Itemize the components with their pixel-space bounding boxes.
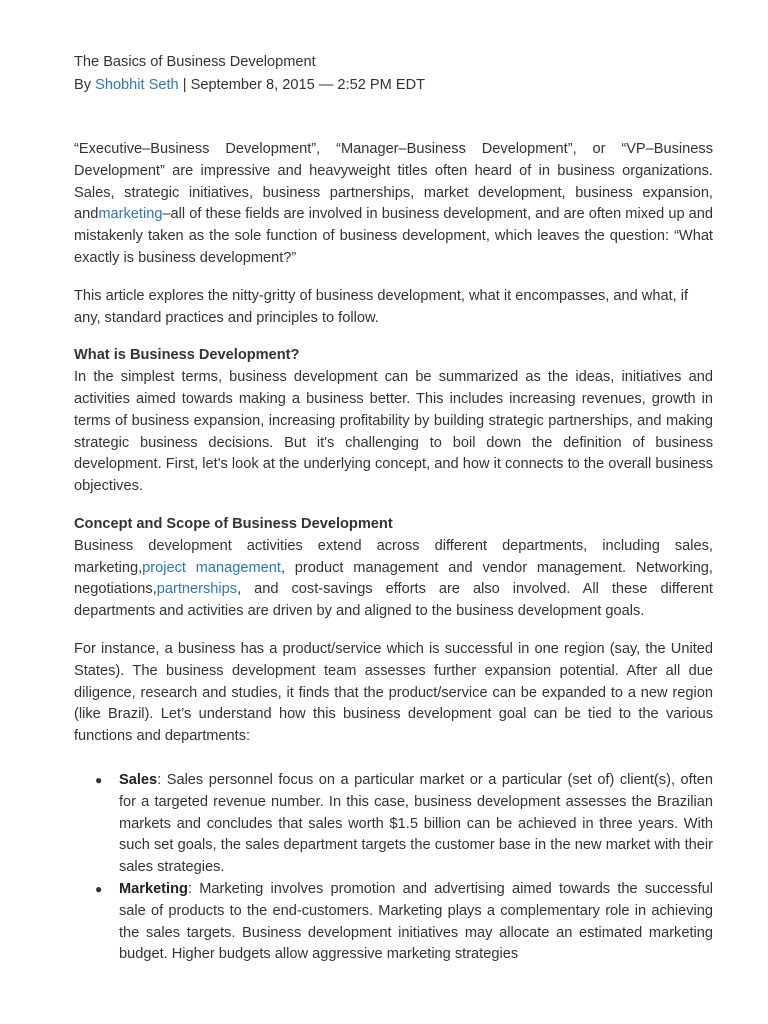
section-what-is-paragraph: In the simplest terms, business development can be summarized as the ideas, initiatives and activities aimed towards making a business better. This includes increasing revenues, growth in terms of business expansion, increasing profitability by building strategic partnerships, and making strategic business decisions. But it's challenging to boil down the definition of business development. First, let's look at the underlying concept, and how it connects to the overall business objectives. bbox=[74, 369, 713, 495]
project-management-link[interactable]: project management bbox=[142, 559, 281, 576]
list-item-text: : Marketing involves promotion and advertising aimed towards the successful sale of products to the end-customers. Marketing plays a complementary role in achieving the sales targets. Business development initiatives may allocate an estimated marketing budget. Higher budgets allow aggressive marketing strategies bbox=[119, 880, 713, 963]
list-item-term: Marketing bbox=[119, 880, 188, 897]
bullet-icon: ● bbox=[95, 772, 103, 787]
list-item-term: Sales bbox=[119, 771, 158, 788]
byline bbox=[74, 75, 425, 95]
byline-prefix: By bbox=[74, 77, 92, 93]
list-item-marketing bbox=[74, 879, 713, 966]
article-body bbox=[74, 139, 713, 966]
article-title: The Basics of Business Development bbox=[74, 54, 316, 70]
list-item-text: : Sales personnel focus on a particular market or a particular (set of) client(s), often for a targeted revenue number. In this case, business development assesses the Brazilian markets and concludes that sales worth $1.5 billion can be achieved in three years. With such set goals, the sales department targets the customer base in the new market with their sales strategies. bbox=[119, 771, 713, 876]
concept-text-3: , and cost-savings efforts are also involved. All these different departments and activities are driven by and aligned to the business development goals. bbox=[74, 581, 713, 620]
intro-text-a: “Executive–Business Development”, “Manager–Business Development”, or “VP–Business Development” are impressive and heavyweight titles often heard of in business organizations. Sales, strategic initiatives, business partnerships, market development, business expansion, and bbox=[74, 141, 713, 223]
publish-date: September 8, 2015 — 2:52 PM EDT bbox=[190, 77, 426, 93]
byline-separator: | bbox=[182, 77, 187, 93]
author-link[interactable]: Shobhit Seth bbox=[95, 77, 179, 93]
section-heading-what-is: What is Business Development? bbox=[74, 347, 300, 364]
example-paragraph: For instance, a business has a product/service which is successful in one region (say, the United States). The business development team assesses further expansion potential. After all due diligence, research and studies, it finds that the product/service can be expanded to a new region (like Brazil). Let’s understand how this business development goal can be tied to the various functions and departments: bbox=[74, 640, 713, 745]
intro-text-b: –all of these fields are involved in business development, and are often mixed up and mistakenly taken as the sole function of business development, which leaves the question: “What exactly is business development?” bbox=[74, 206, 713, 266]
partnerships-link[interactable]: partnerships bbox=[156, 581, 238, 598]
list-item-sales bbox=[74, 770, 713, 879]
department-list bbox=[74, 770, 713, 966]
bullet-icon: ● bbox=[95, 881, 103, 896]
concept-text-1: Business development activities extend across different departments, including sales, marketing, bbox=[74, 537, 713, 576]
concept-text-2: , product management and vendor management. Networking, negotiations, bbox=[74, 559, 713, 598]
section-concept-paragraph bbox=[74, 536, 713, 623]
intro-paragraph bbox=[74, 139, 713, 270]
section-heading-concept-scope: Concept and Scope of Business Development bbox=[74, 515, 393, 532]
article-overview-paragraph: This article explores the nitty-gritty of business development, what it encompasses, and what, if any, standard practices and principles to follow. bbox=[74, 287, 689, 326]
marketing-link[interactable]: marketing bbox=[98, 206, 163, 223]
